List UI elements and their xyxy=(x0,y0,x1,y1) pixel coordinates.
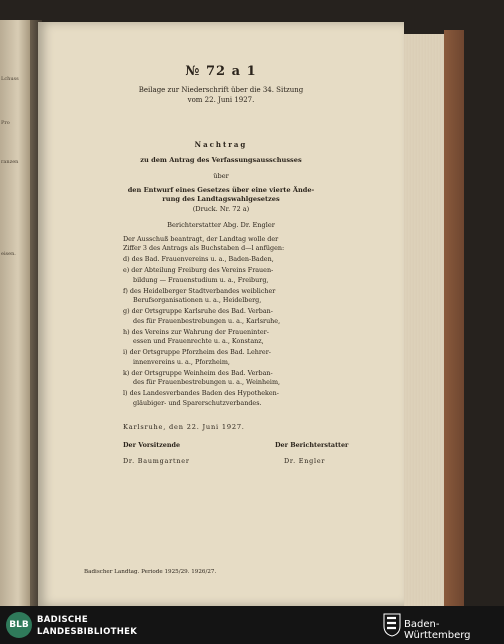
list-item: i) der Ortsgruppe Pforzheim des Bad. Lehrer- innenvereins u. a., Pforzheim, xyxy=(123,348,271,366)
page-footer: Badischer Landtag. Periode 1925/29. 1926/27. xyxy=(84,569,217,575)
list-item: f) des Heidelberger Stadtverbandes weiblicher Berufsorganisationen u. a., Heidelberg, xyxy=(123,286,276,304)
beilage-line-1: Beilage zur Niederschrift über die 34. Sitzung xyxy=(138,86,304,94)
drucksache-line: (Druck. Nr. 72 a) xyxy=(192,205,250,213)
signature-right-name: Dr. Engler xyxy=(284,457,326,465)
left-page-fragment: Pro xyxy=(1,120,10,126)
left-page-fragment: Lchuss xyxy=(1,76,19,82)
left-page-edge xyxy=(0,20,30,606)
signature-right-title: Der Berichterstatter xyxy=(275,441,349,449)
berichterstatter-line: Berichterstatter Abg. Dr. Engler xyxy=(167,221,275,229)
library-name-line-1: BADISCHE xyxy=(37,615,88,625)
list-item: d) des Bad. Frauenvereins u. a., Baden-Baden, xyxy=(123,255,274,263)
left-page-fragment: eisen. xyxy=(1,251,16,257)
list-item: e) der Abteilung Freiburg des Vereins Frauen- bildung — Frauenstudium u. a., Freiburg, xyxy=(123,266,274,284)
list-item: h) des Vereins zur Wahrung der Fraueninter- essen und Frauenrechte u. a., Konstanz, xyxy=(123,327,269,345)
antrag-line: zu dem Antrag des Verfassungsausschusses xyxy=(140,156,302,164)
intro-line-1: Der Ausschuß beantragt, der Landtag wolle der xyxy=(123,235,279,243)
date-line: Karlsruhe, den 22. Juni 1927. xyxy=(123,423,245,431)
heading-nachtrag: Nachtrag xyxy=(194,140,248,149)
three-lions-crest-icon xyxy=(383,613,401,637)
blb-logo[interactable]: BLB xyxy=(6,612,32,638)
page-stack-edges xyxy=(404,34,446,606)
beilage-line-2: vom 22. Juni 1927. xyxy=(187,96,255,104)
list-item: k) der Ortsgruppe Weinheim des Bad. Verban- des für Frauenbestrebungen u. a., Weinheim, xyxy=(123,368,281,386)
branding-bar xyxy=(0,606,504,644)
ueber-line: über xyxy=(213,172,229,180)
list-item: l) des Landesverbandes Baden des Hypotheken- gläubiger- und Sparerschutzverbandes. xyxy=(123,389,279,407)
intro-line-2: Ziffer 3 des Antrags als Buchstaben d—l anfügen: xyxy=(123,244,285,252)
signature-left-title: Der Vorsitzende xyxy=(123,441,181,449)
signature-left-name: Dr. Baumgartner xyxy=(123,457,190,465)
book-binding xyxy=(444,30,464,606)
library-name-line-2: LANDESBIBLIOTHEK xyxy=(37,627,138,637)
item-list xyxy=(123,255,385,410)
document-number: № 72 a 1 xyxy=(185,64,257,79)
entwurf-line-2: rung des Landtagswahlgesetzes xyxy=(162,195,280,203)
list-item: g) der Ortsgruppe Karlsruhe des Bad. Verban- des für Frauenbestrebungen u. a., Karlsruhe, xyxy=(123,307,281,325)
entwurf-line-1: den Entwurf eines Gesetzes über eine vierte Ände- xyxy=(127,186,315,194)
state-name: Baden-Württemberg xyxy=(404,619,471,641)
left-page-fragment: ranzen xyxy=(1,159,19,165)
